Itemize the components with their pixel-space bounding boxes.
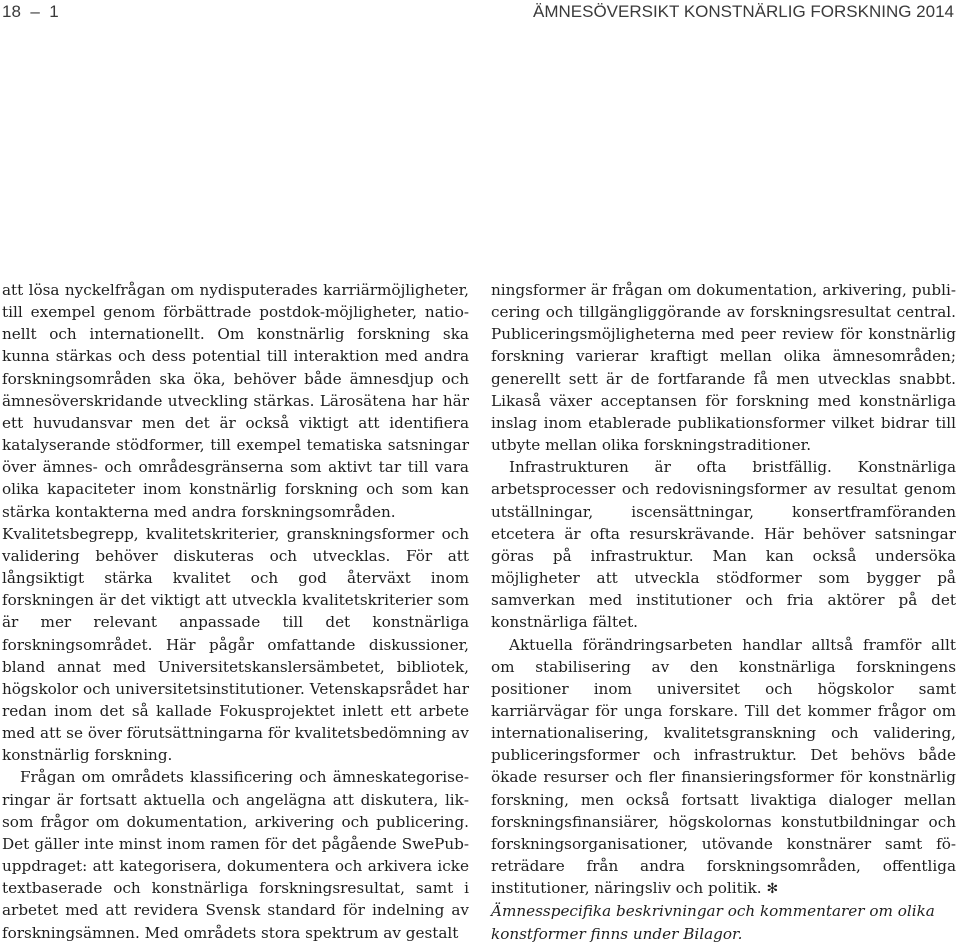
body-paragraph: Frågan om områdets klassificering och ämneskategoriseringar är fortsatt aktuella och angelägna att diskutera, liksom frågor om dokumentation, arkivering och publicering. Det gäller inte minst inom ramen för det pågående SwePubuppdraget: att kategorisera, dokumentera och arkivera icke textbaserade och konstnärliga forskningsresultat, samt i arbetet med att revidera Svensk standard för indelning av forskningsämnen. Med områdets stora spektrum av gestalt [2,768,469,942]
body-paragraph: Kvalitetsbegrepp, kvalitetskriterier, granskningsformer och validering behöver diskuteras och utvecklas. För att långsiktigt stärka kvalitet och god återväxt inom forskningen är det viktigt att utveckla kvalitetskriterier som är mer relevant anpassade till det konstnärliga forskningsområdet. Här pågår omfattande diskussioner, bland annat med Universitetskanslersämbetet, bibliotek, högskolor och universitetsinstitutioner. Vetenskapsrådet har redan inom det så kallade Fokusprojektet inlett ett arbete med att se över förutsättningarna för kvalitetsbedömning av konstnärlig forskning. [2,524,469,765]
page-header [0,0,960,26]
final-paragraph-text: Aktuella förändringsarbeten handlar alltså framför allt om stabilisering av den konstnärliga forskningens positioner inom universitet och högskolor samt karriärvägar för unga forskare. Till det kommer frågor om internationalisering, kvalitetsgranskning och validering, publiceringsformer och infrastruktur. Det behövs både ökade resurser och fler finansieringsformer för konstnärlig forskning, men också fortsatt livaktiga dialoger mellan forskningsfinansiärer, högskolornas konstutbildningar och forskningsorganisationer, utövande konstnärer samt företrädare från andra forskningsområden, offentliga institutioner, näringsliv och politik. [491,635,956,898]
left-column [2,279,469,944]
body-paragraph: att lösa nyckelfrågan om nydisputerades karriärmöjligheter, till exempel genom förbättrade postdok-möjligheter, nationellt och internationellt. Om konstnärlig forskning ska kunna stärkas och dess potential till interaktion med andra forskningsområden ska öka, behöver både ämnesdjup och ämnesöverskridande utveckling stärkas. Lärosätena har här ett huvudansvar men det är också viktigt att identifiera katalyserande stödformer, till exempel tematiska satsningar över ämnes- och områdesgränserna som aktivt tar till vara olika kapaciteter inom konstnärlig forskning och som kan stärka kontakterna med andra forskningsområden. [2,281,469,521]
right-column [491,279,956,945]
body-paragraph-final [491,634,956,901]
body-paragraph: ningsformer är frågan om dokumentation, arkivering, publicering och tillgängliggörande av forskningsresultat central. Publiceringsmöjligheterna med peer review för konstnärlig forskning varierar kraftigt mellan olika ämnesområden; generellt sett är de fortfarande få men utvecklas snabbt. Likaså växer acceptansen för forskning med konstnärliga inslag inom etablerade publikationsformer vilket bidrar till utbyte mellan olika forskningstraditioner. [491,281,956,455]
body-paragraph: Infrastrukturen är ofta bristfällig. Konstnärliga arbetsprocesser och redovisningsformer av resultat genom utställningar, iscensättningar, konsertframföranden etcetera är ofta resurskrävande. Här behöver satsningar göras på infrastruktur. Man kan också undersöka möjligheter att utveckla stödformer som bygger på samverkan med institutioner och fria aktörer på det konstnärliga fältet. [491,458,956,632]
page-number: 18 – 1 [2,2,59,21]
running-title: ÄMNESÖVERSIKT KONSTNÄRLIG FORSKNING 2014 [532,2,954,21]
footnote: Ämnesspecifika beskrivningar och kommentarer om olika konstformer finns under Bilagor. [491,902,935,943]
end-mark-icon: ✻ [766,881,779,898]
